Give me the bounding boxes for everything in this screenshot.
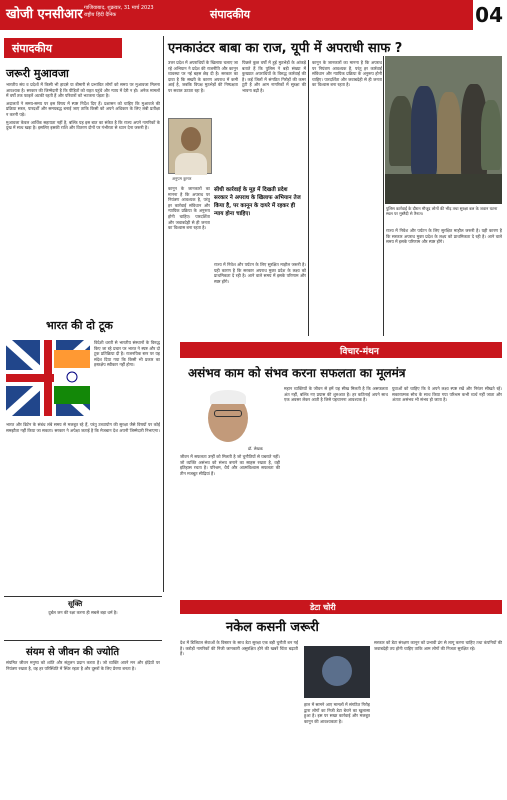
pull-quote: सीधी कार्रवाई के मूड़ में दिखती प्रदेश सरकार ने अपराध के खिलाफ अभियान तेज किया है, पर कानून के दायरे में रहकर ही न्याय होना चाहिए। [214, 187, 301, 217]
masthead: खोजी एनसीआर [6, 7, 83, 22]
data-theft-col3: सरकार को डेटा संरक्षण कानून को प्रभावी ढंग से लागू करना चाहिए तथा कंपनियों की जवाबदेही तय होनी चाहिए ताकि आम लोगों की निजता सुरक्षित रहे। [374, 640, 502, 651]
vichar-author-photo [180, 386, 280, 450]
date-line-1: गाजियाबाद, शुक्रवार, 31 मार्च 2023 [84, 5, 154, 11]
author-photo [168, 118, 212, 174]
data-theft-col2: हाल में सामने आए मामलों में संगठित गिरोह द्वारा लोगों का निजी डेटा बेचने का खुलासा हुआ है। इस पर सख्त कार्रवाई और मजबूत कानून की आवश्यकता है। [304, 702, 370, 724]
lead-col1-bottom: कानून के जानकारों का मानना है कि अपराध पर नियंत्रण आवश्यक है, परंतु हर कार्रवाई संविधान और न्यायिक प्रक्रिया के अनुरूप होनी चाहिए। पारदर्शिता और जवाबदेही से ही जनता का विश्वास बना रहता है। [168, 186, 210, 231]
screen-glow [322, 656, 352, 686]
india-body-side [94, 340, 160, 418]
author-hair [210, 390, 246, 404]
editorial-body [6, 82, 160, 310]
vichar-band-label: विचार-मंथन [340, 347, 379, 357]
article-headline-india: भारत की दो टूक [46, 319, 113, 332]
editorial-para: मुआवजा केवल आर्थिक सहायता नहीं है, बल्कि यह इस बात का संकेत है कि राज्य अपने नागरिकों के दुख में साथ खड़ा है। इसलिए इसकी राशि और वितरण दोनों पर गंभीरता से ध्यान देना जरूरी है। [6, 119, 160, 131]
editorial-headline: जरूरी मुआवजा [6, 67, 69, 80]
column-rule [308, 60, 309, 336]
editorial-band [4, 38, 122, 58]
flags-photo [6, 340, 90, 416]
lead-col4: राज्य में निवेश और पर्यटन के लिए सुरक्षित माहौल जरूरी है। यही कारण है कि सरकार अपराध मुक्त प्रदेश के लक्ष्य को प्राथमिकता दे रही है। आने वाले समय में इसके परिणाम और स्पष्ट होंगे। [386, 228, 502, 245]
hacker-photo [304, 646, 370, 698]
data-theft-headline: नकेल कसनी जरूरी [226, 620, 319, 635]
editorial-band-label: संपादकीय [12, 42, 53, 55]
column-rule [163, 36, 164, 592]
column-rule [383, 56, 384, 336]
page-header [0, 0, 507, 30]
thought-text: दुर्बल जन की रक्षा करना ही सबसे बड़ा धर्म है। [48, 610, 118, 615]
vichar-col1: जीवन में सफलता उन्हीं को मिलती है जो चुनौतियों से घबराते नहीं। जो व्यक्ति असंभव को संभव बनाने का साहस रखता है, वही इतिहास रचता है। परिश्रम, धैर्य और आत्मविश्वास सफलता की तीन मजबूत सीढ़ियां हैं। [180, 454, 280, 476]
editorial-para: अदालतों ने समय-समय पर इस विषय में स्पष्ट निर्देश दिए हैं। प्रशासन को चाहिए कि मुआवजे की प्रक्रिया सरल, पारदर्शी और समयबद्ध बनाई जाए ताकि किसी को अपने अधिकार के लिए लंबी प्रतीक्षा न करनी पड़े। [6, 100, 160, 117]
uk-india-flag-icon [6, 340, 90, 416]
data-theft-band [180, 600, 502, 614]
glasses-icon [214, 410, 242, 417]
editorial-para: भारतीय संघ व प्रदेशों में किसी भी हादसे या बीमारी से प्रभावित लोगों को समय पर मुआवजा मिलना आवश्यक है। सरकार की जिम्मेदारी है कि पीड़ितों को राहत पहुंचे और न्याय में देरी न हो। अनेक मामलों में वर्षों तक फाइलें अटकी रहती हैं और परिवारों को भटकना पड़ता है। [6, 82, 160, 99]
vichar-headline: असंभव काम को संभव करना सफलता का मूलमंत्र [188, 366, 406, 380]
divider [4, 596, 162, 597]
author-name: अनुपम कुमार [172, 176, 192, 181]
data-theft-band-label: डेटा चोरी [310, 603, 336, 612]
crowd-photo [385, 56, 502, 204]
vichar-col2: महान व्यक्तियों के जीवन से हमें यह सीख मिलती है कि असफलता अंत नहीं, बल्कि नए प्रयास की शुरुआत है। हर कठिनाई अपने साथ एक अवसर लेकर आती है जिसे पहचानना आवश्यक है। [284, 386, 388, 403]
lead-col3: कानून के जानकारों का मानना है कि अपराध पर नियंत्रण आवश्यक है, परंतु हर कार्रवाई संविधान और न्यायिक प्रक्रिया के अनुरूप होनी चाहिए। पारदर्शिता और जवाबदेही से ही जनता का विश्वास बना रहता है। [312, 60, 382, 88]
lead-col2: पिछले कुछ वर्षों में हुई मुठभेड़ों के आंकड़े बताते हैं कि पुलिस ने बड़ी संख्या में कुख्यात अपराधियों के विरुद्ध कार्रवाई की है। कई जिलों में संगठित गिरोहों की कमर टूटी है और आम नागरिकों में सुरक्षा की भावना बढ़ी है। [242, 60, 306, 93]
page-number: 04 [475, 3, 503, 27]
date-line [84, 5, 154, 19]
vichar-band [180, 342, 502, 358]
section-title: संपादकीय [210, 8, 251, 21]
author-face [181, 127, 201, 151]
crowd-photo-caption: पुलिस कार्रवाई के दौरान मौजूद लोगों की भीड़ तथा सुरक्षा बल के जवान घटना स्थल पर मुस्तैदी से तैनात। [386, 206, 498, 217]
lead-col1-top: उत्तर प्रदेश में अपराधियों के खिलाफ चलाए जा रहे अभियान ने प्रदेश की राजनीति और कानून व्यवस्था पर नई बहस छेड़ दी है। सरकार का दावा है कि सख्ती के कारण अपराध में कमी आई है, जबकि विपक्ष मुठभेड़ों की निष्पक्षता पर सवाल उठाता रहा है। [168, 60, 238, 93]
vichar-author-name: डॉ. लेखक [248, 446, 263, 451]
lead-headline: एनकाउंटर बाबा का राज, यूपी में अपराधी साफ ? [168, 41, 403, 56]
data-theft-col1: देश में डिजिटल सेवाओं के विस्तार के साथ डेटा सुरक्षा एक बड़ी चुनौती बन गई है। करोड़ों नागरिकों की निजी जानकारी असुरक्षित होने की खबरें चिंता बढ़ाती हैं। [180, 640, 298, 657]
date-line-2: राष्ट्रीय हिंदी दैनिक [84, 12, 117, 18]
sanyam-body: संयमित जीवन मनुष्य को शांति और संतुलन प्रदान करता है। जो व्यक्ति अपने मन और इंद्रियों पर नियंत्रण रखता है, वह हर परिस्थिति में स्थिर रहता है और दूसरों के लिए प्रेरणा बनता है। [6, 660, 160, 671]
sanyam-headline: संयम से जीवन की ज्योति [26, 647, 120, 658]
india-body [6, 422, 160, 562]
lead-col2-bottom: राज्य में निवेश और पर्यटन के लिए सुरक्षित माहौल जरूरी है। यही कारण है कि सरकार अपराध मुक्त प्रदेश के लक्ष्य को प्राथमिकता दे रही है। आने वाले समय में इसके परिणाम और स्पष्ट होंगे। [214, 262, 306, 284]
divider [4, 640, 162, 641]
india-para: भारत और ब्रिटेन के संबंध लंबे समय से मजबूत रहे हैं, परंतु उच्चायोग की सुरक्षा जैसे विषयों पर कोई समझौता नहीं किया जा सकता। सरकार ने अपेक्षा जताई है कि मेजबान देश अपनी जिम्मेदारी निभाएगा। [6, 422, 160, 433]
author-shirt [175, 153, 207, 175]
thought-label: सूक्ति [68, 600, 83, 608]
india-para: विदेशी धरती से भारतीय संस्थानों के विरुद्ध किए जा रहे प्रचार पर भारत ने स्पष्ट और दो टूक प्रतिक्रिया दी है। राजनयिक स्तर पर यह संदेश दिया गया कि किसी भी प्रकार का हस्तक्षेप स्वीकार नहीं होगा। [94, 340, 160, 368]
vichar-col3: युवाओं को चाहिए कि वे अपने लक्ष्य स्पष्ट रखें और निरंतर सीखते रहें। सकारात्मक सोच के साथ किया गया परिश्रम कभी व्यर्थ नहीं जाता और अंततः असंभव भी संभव हो जाता है। [392, 386, 502, 403]
